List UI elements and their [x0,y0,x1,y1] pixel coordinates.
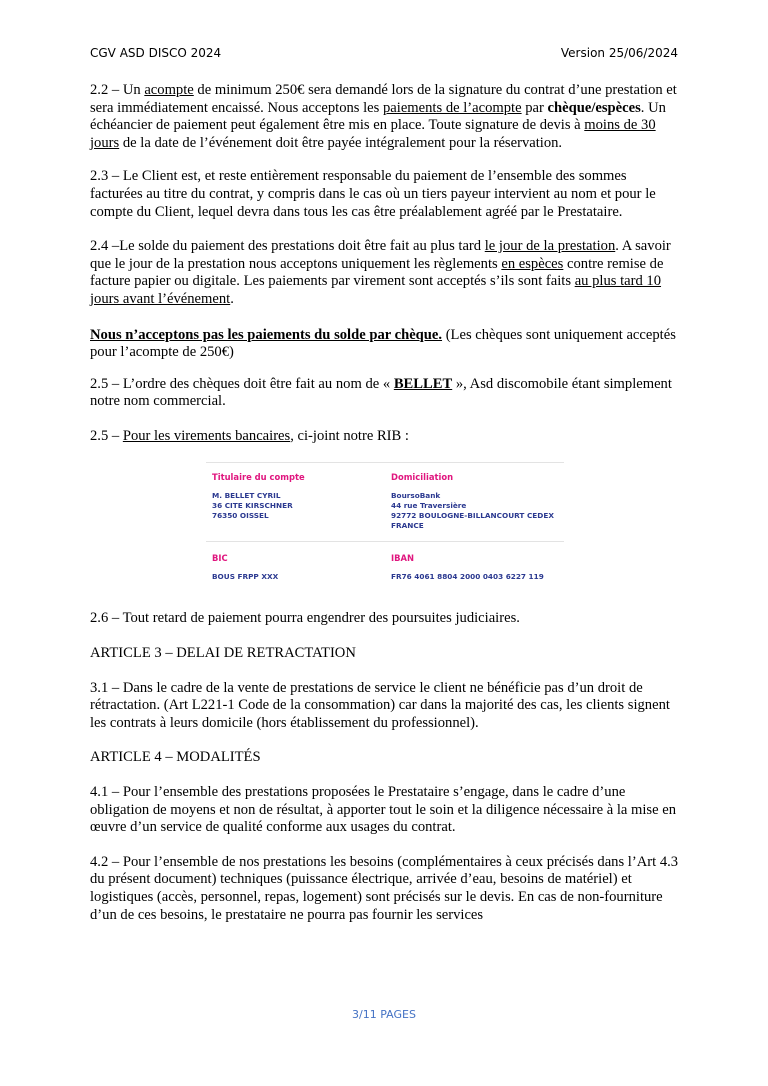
p25b-text-b: , ci-joint notre RIB : [290,427,409,444]
rib-bank-street: 44 rue Traversière [391,500,467,510]
p24-text-c: contre remise de facture papier ou digitale. Les paiements par virement sont acceptés s’ils sont faits [90,255,664,290]
cheque-bold-notice: Nous n’acceptons pas les paiements du solde par chèque. [90,326,443,343]
p22-underline-paiements: paiements de l’acompte [383,99,522,116]
article-3-heading: ARTICLE 3 – DELAI DE RETRACTATION [90,645,356,662]
rib-bank-city: 92772 BOULOGNE-BILLANCOURT CEDEX [391,510,554,520]
rib-middle-divider [206,541,564,542]
p22-text-c: par [521,99,548,116]
p22-text-d: . Un échéancier de paiement peut également être mis en place. Toute signature de devis à [90,99,666,134]
p24-text-b: . A savoir que le jour de la prestation nous acceptons uniquement les règlements [90,238,671,272]
p25b-text-a: 2.5 – [90,427,123,444]
p24-underline-10-jours: au plus tard 10 jours avant l’événement [90,273,662,307]
p25b-underline-virements: Pour les virements bancaires [122,427,291,444]
rib-domicile-label: Domiciliation [391,471,454,482]
p24-text-a: 2.4 –Le solde du paiement des prestations doit être fait au plus tard [90,238,485,255]
rib-iban-label: IBAN [391,552,414,563]
p25a-bold-bellet: BELLET [393,375,453,392]
rib-holder-street: 36 CITE KIRSCHNER [212,500,293,510]
paragraph-cheque [90,327,680,362]
rib-holder-name: M. BELLET CYRIL [212,490,281,500]
p22-text-e: de la date de l’événement doit être payée intégralement pour la réservation. [119,134,563,151]
p24-underline-jour: le jour de la prestation [484,238,616,255]
p22-bold-cheque: chèque/espèces [547,99,641,116]
p22-text-b: de minimum 250€ sera demandé lors de la signature du contrat d’une prestation et sera immédiatement encaissé. Nous acceptons les [90,82,677,116]
rib-bank-country: FRANCE [391,520,424,530]
paragraph-2-4 [90,238,680,308]
rib-holder-label: Titulaire du compte [212,471,305,482]
rib-bic-label: BIC [212,552,228,563]
p24-text-d: . [230,290,234,307]
p22-underline-30-jours: moins de 30 jours [90,117,656,151]
p24-underline-especes: en espèces [501,255,564,272]
p25a-text-b: », Asd discomobile étant simplement notre nom commercial. [90,375,672,410]
p25a-text-a: 2.5 – L’ordre des chèques doit être fait au nom de « [90,375,394,392]
paragraph-2-6: 2.6 – Tout retard de paiement pourra engendrer des poursuites judiciaires. [90,609,520,626]
paragraph-3-1: 3.1 – Dans le cadre de la vente de prestations de service le client ne bénéficie pas d’un droit de rétractation. (Art L221-1 Code de la consommation) car dans la majorité des cas, les clients signent les contrats à leurs domicile (hors établissement du professionnel). [90,679,670,731]
header-left: CGV ASD DISCO 2024 [90,46,222,60]
document-body [90,82,680,924]
rib-iban-value: FR76 4061 8804 2000 0403 6227 119 [391,571,544,581]
paragraph-2-3: 2.3 – Le Client est, et reste entièrement responsable du paiement de l’ensemble des sommes facturées au titre du contrat, y compris dans le cas où un tiers payeur intervient au nom et pour le compte du Client, lequel devra dans tous les cas être préalablement agréé par le Prestataire. [90,168,656,220]
paragraph-4-1: 4.1 – Pour l’ensemble des prestations proposées le Prestataire s’engage, dans le cadre d’une obligation de moyens et non de résultat, à apporter tout le soin et la diligence nécessaire à la mise en œuvre d’un service de qualité conforme aux usages du contrat. [90,784,676,836]
paragraph-2-5-cheques [90,376,680,411]
p22-text-a: 2.2 – Un [90,82,145,98]
rib-holder-city: 76350 OISSEL [212,510,269,520]
rib-bank-name: BoursoBank [391,490,441,500]
paragraph-4-2: 4.2 – Pour l’ensemble de nos prestations les besoins (complémentaires à ceux précisés dans l’Art 4.3 du présent document) techniques (puissance électrique, arrivée d’eau, besoins de matériel) et logistiques (accès, personnel, repas, logement) sont précisés sur le devis. En cas de non-fourniture d’un de ces besoins, le prestataire ne pourra pas fournir les services [90,853,679,923]
paragraph-2-5-virements [90,428,680,446]
page-footer: 3/11 PAGES [352,1008,416,1021]
rib-box [206,458,564,588]
p22-underline-acompte: acompte [144,82,194,98]
rib-bic-value: BOUS FRPP XXX [212,571,279,581]
header-right: Version 25/06/2024 [560,46,678,60]
rib-top-divider [206,462,564,463]
cheque-rest: (Les chèques sont uniquement acceptés pour l’acompte de 250€) [90,326,676,361]
article-4-heading: ARTICLE 4 – MODALITÉS [90,749,261,766]
paragraph-2-2 [90,82,680,152]
